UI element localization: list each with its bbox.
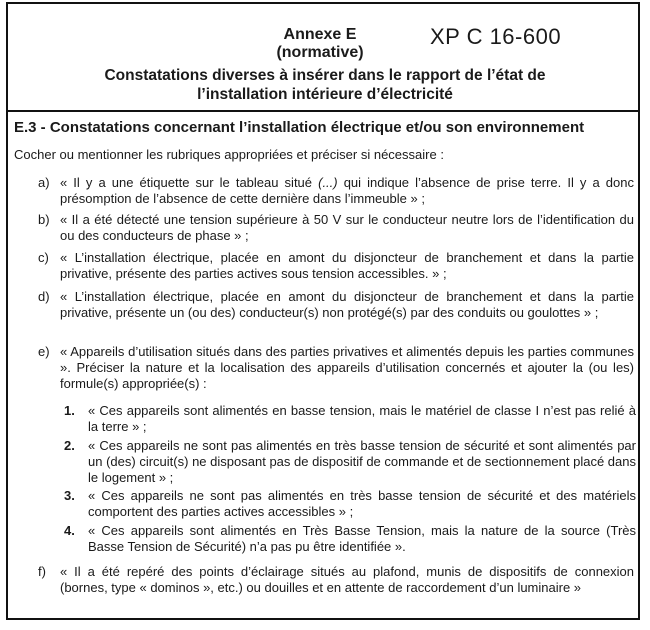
sub-item-number: 3. <box>64 488 75 503</box>
list-item-text-part: « Il y a une étiquette sur le tableau situé <box>60 175 319 190</box>
list-item-label: c) <box>38 250 49 265</box>
list-item-c <box>38 250 634 282</box>
header-divider <box>8 110 640 112</box>
list-item-label: f) <box>38 564 46 579</box>
document-title <box>40 66 610 104</box>
list-item-d <box>38 289 634 321</box>
list-item-placeholder: (...) <box>318 175 338 190</box>
sub-item-4 <box>64 523 636 555</box>
sub-item-number: 2. <box>64 438 75 453</box>
list-item-text: « L’installation électrique, placée en amont du disjoncteur de branchement et dans la partie privative, présente des parties actives sous tension accessibles. » ; <box>60 250 634 281</box>
sub-item-text: « Ces appareils ne sont pas alimentés en très basse tension de sécurité et sont alimentés par un (des) circuit(s) ne disposant pas de dispositif de commande et de sectionnement placé dans le logement » ; <box>88 438 636 485</box>
list-item-b <box>38 212 634 244</box>
sub-item-1 <box>64 403 636 435</box>
sub-item-2 <box>64 438 636 486</box>
list-item-text: « Il a été repéré des points d’éclairage situés au plafond, munis de dispositifs de connexion (bornes, type « dominos », etc.) ou douilles et en attente de raccordement d’un luminaire » <box>60 564 634 595</box>
section-title: E.3 - Constatations concernant l’installation électrique et/ou son environnement <box>14 119 585 136</box>
list-item-e <box>38 344 634 392</box>
document-title-line-1: Constatations diverses à insérer dans le rapport de l’état de <box>104 67 546 84</box>
normative-label: (normative) <box>276 44 364 61</box>
list-item-text <box>60 175 634 207</box>
sub-item-text: « Ces appareils ne sont pas alimentés en très basse tension de sécurité et des matériels comportent des parties actives accessibles » ; <box>88 488 636 519</box>
document-title-line-2: l’installation intérieure d’électricité <box>197 86 453 103</box>
list-item-a <box>38 175 634 207</box>
list-item-label: d) <box>38 289 50 304</box>
list-item-label: a) <box>38 175 50 190</box>
list-item-text-part: qui indique l’absence de prise terre. Il y a donc présomption de l’absence de cette dernière dans l’immeuble » ; <box>60 175 634 206</box>
list-item-text: « Appareils d’utilisation situés dans des parties privatives et alimentés depuis les parties communes ». Préciser la nature et la localisation des appareils d’utilisation concernés et ajouter la (ou les) formule(s) appropriée(s) : <box>60 344 634 391</box>
sub-item-text: « Ces appareils sont alimentés en Très Basse Tension, mais la nature de la source (Très Basse Tension de Sécurité) n’a pas pu être identifiée ». <box>88 523 636 554</box>
document-reference: XP C 16-600 <box>430 24 562 49</box>
list-item-text: « Il a été détecté une tension supérieure à 50 V sur le conducteur neutre lors de l’identification du ou des conducteurs de phase » ; <box>60 212 634 243</box>
sub-item-number: 4. <box>64 523 75 538</box>
list-item-text: « L’installation électrique, placée en amont du disjoncteur de branchement et dans la partie privative, présente un (ou des) conducteur(s) non protégé(s) par des conduits ou goulottes » ; <box>60 289 634 320</box>
section-instruction: Cocher ou mentionner les rubriques appropriées et préciser si nécessaire : <box>14 147 444 162</box>
list-item-label: e) <box>38 344 50 359</box>
annex-label: Annexe E <box>283 26 357 43</box>
sub-item-text: « Ces appareils sont alimentés en basse tension, mais le matériel de classe I n’est pas relié à la terre » ; <box>88 403 636 434</box>
sub-item-3 <box>64 488 636 520</box>
sub-item-number: 1. <box>64 403 75 418</box>
document-header <box>0 26 650 106</box>
list-item-f <box>38 564 634 596</box>
list-item-label: b) <box>38 212 50 227</box>
